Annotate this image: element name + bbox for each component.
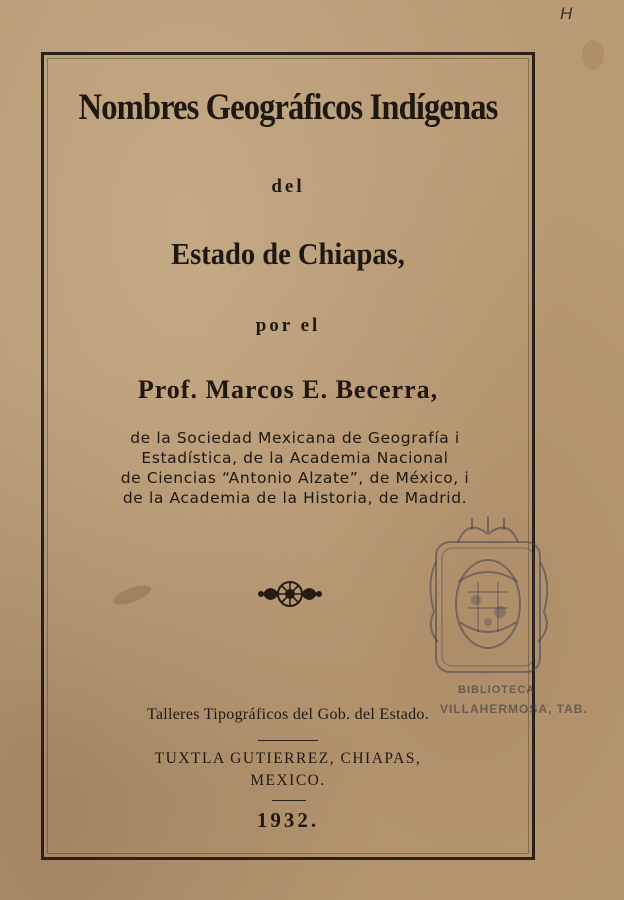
book-title: Nombres Geográficos Indígenas — [78, 87, 498, 128]
author-name: Prof. Marcos E. Becerra, — [137, 375, 439, 404]
divider-rule — [258, 740, 318, 741]
stamp-text-library: BIBLIOTECA — [458, 684, 536, 696]
connector-por-el: por el — [255, 315, 321, 336]
connector-del: del — [271, 176, 305, 197]
library-stamp — [428, 512, 588, 716]
state-subtitle: Estado de Chiapas, — [171, 236, 405, 271]
publication-country: MEXICO. — [250, 772, 326, 789]
publication-year: 1932. — [256, 808, 320, 832]
eagle-seal-icon — [428, 512, 556, 684]
author-affiliation-line: de Ciencias “Antonio Alzate”, de México, i — [120, 469, 470, 487]
stamp-text-location: VILLAHERMOSA, TAB. — [440, 702, 588, 716]
author-affiliation-line: Estadística, de la Academia Nacional — [141, 449, 449, 467]
handwritten-corner-mark: H — [560, 4, 573, 23]
publication-city: TUXTLA GUTIERREZ, CHIAPAS, — [154, 750, 422, 767]
paper-stain — [582, 40, 604, 70]
divider-rule — [272, 800, 306, 801]
author-affiliation-line: de la Academia de la Historia, de Madrid. — [122, 489, 468, 507]
author-affiliation-line: de la Sociedad Mexicana de Geografía i — [130, 429, 460, 447]
flower-ornament-icon — [258, 572, 322, 616]
publisher-line: Talleres Tipográficos del Gob. del Estado. — [146, 706, 430, 723]
